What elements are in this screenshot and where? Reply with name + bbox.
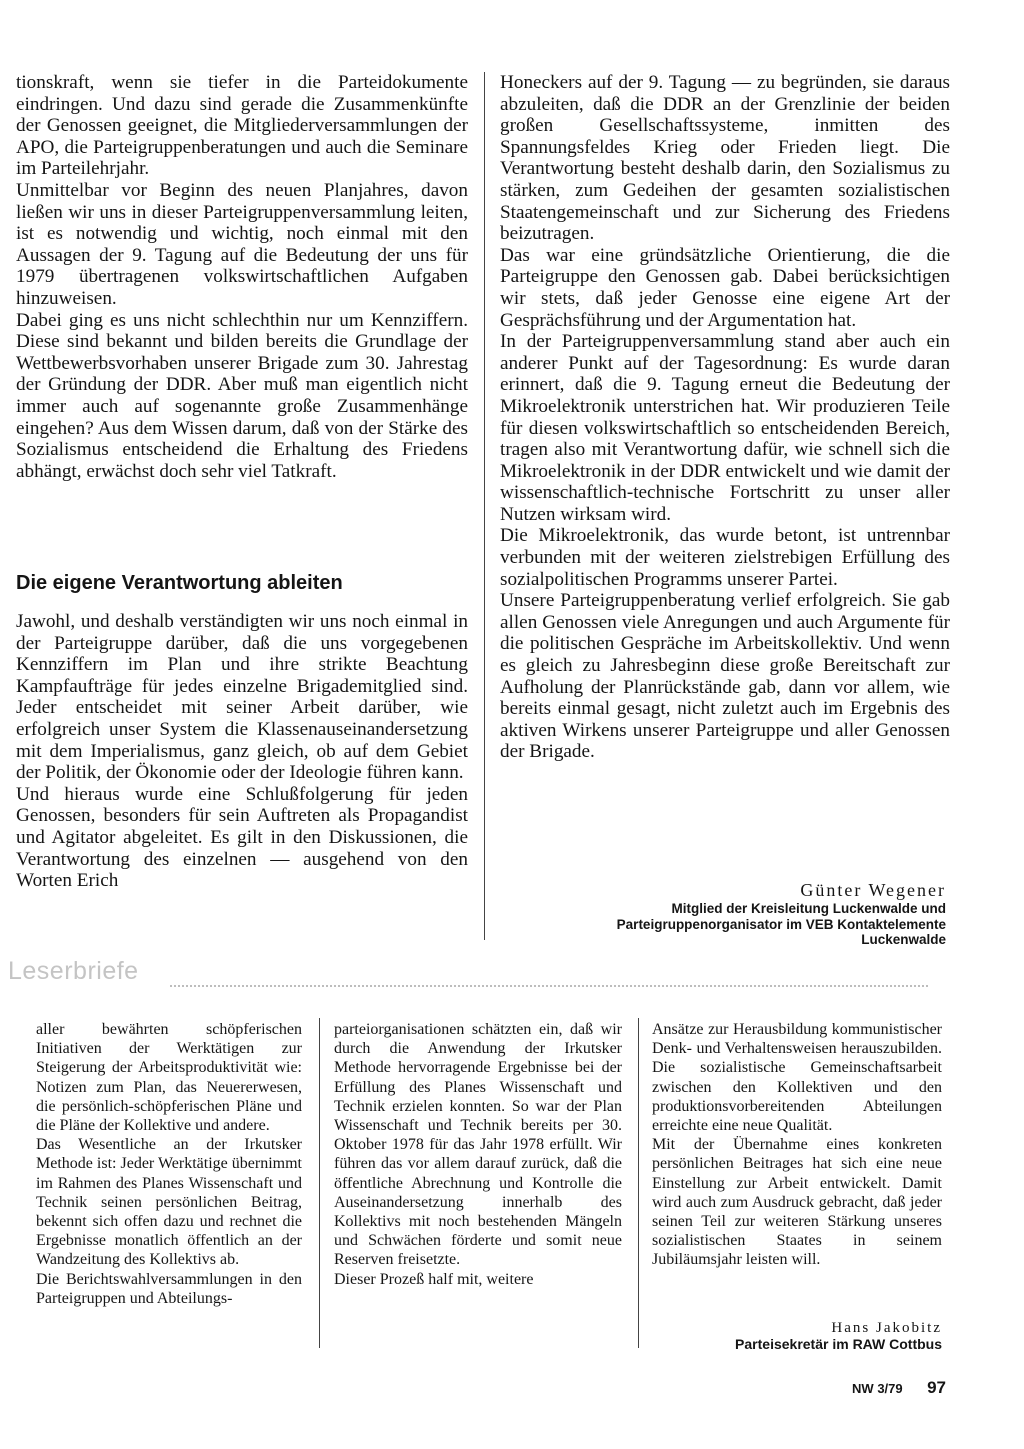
author-name: Hans Jakobitz	[831, 1320, 942, 1336]
letter-paragraph: parteiorganisationen schätzten ein, daß wir durch die Anwendung der Irkutsker Methode hervorragende Ergebnisse bei der Erfüllung des Planes Wissenschaft und Technik erzielen konnten. So war der Plan Wissenschaft und Technik bereits per 30. Oktober 1978 für das Jahr 1978 erfüllt. Wir führen das vor allem darauf zurück, daß die öffentliche Abrechnung und Kontrolle die Auseinandersetzung innerhalb des Kollektivs mit noch bestehenden Mängeln und Schwächen förderte und somit neue Reserven freisetzte.	[334, 1021, 622, 1269]
section-label: Leserbriefe	[8, 957, 139, 985]
letter-column-2	[334, 1020, 622, 1289]
article-paragraph: tionskraft, wenn sie tiefer in die Parteidokumente eindringen. Und dazu sind gerade die Zusammenkünfte der Genossen geeignet, die Mitgliederversammlungen der APO, die Parteigruppenberatungen und auch die Seminare im Parteilehrjahr.	[16, 72, 468, 180]
section-divider-line	[170, 985, 928, 987]
article-signature	[486, 880, 946, 948]
letter-column-3	[652, 1020, 942, 1270]
letter-paragraph: Ansätze zur Herausbildung kommunistischer Denk- und Verhaltensweisen herauszubilden. Die sozialistische Gemeinschaftsarbeit zwischen den Kollektiven und den produktionsvorbereitenden Abteilungen erreichte eine neue Qualität.	[652, 1021, 942, 1135]
page-number: 97	[927, 1378, 946, 1397]
article-paragraph: In der Parteigruppenversammlung stand aber auch ein anderer Punkt auf der Tagesordnung: Es wurde daran erinnert, daß die 9. Tagung erneut die Bedeutung der Mikroelektronik unterstrichen hat. Wir produzieren Teile für diesen volkswirtschaftlich so entscheidenden Bereich, tragen also mit Verantwortung dafür, wie schnell sich die Mikroelektronik in der DDR entwickelt und wie damit der wissenschaftlich-technische Fortschritt zu unser aller Nutzen wirksam wird.	[500, 331, 950, 525]
column-divider	[638, 1018, 639, 1348]
letter-paragraph: Das Wesentliche an der Irkutsker Methode ist: Jeder Werktätige übernimmt im Rahmen des Planes Wissenschaft und Technik seinen persönlichen Beitrag, bekennt sich offen dazu und rechnet die Ergebnisse monatlich öffentlich an der Wandzeitung des Kollektivs ab.	[36, 1136, 302, 1269]
article-column-left	[16, 72, 468, 482]
article-paragraph: Unmittelbar vor Beginn des neuen Planjahres, davon ließen wir uns in dieser Parteigruppenversammlung leiten, ist es notwendig und wichtig, noch einmal mit den Aussagen der 9. Tagung auf die Bedeutung der uns für 1979 übertragenen volkswirtschaftlichen Aufgaben hinzuweisen.	[16, 179, 468, 309]
letter-paragraph: Mit der Übernahme eines konkreten persönlichen Beitrages hat sich eine neue Einstellung zur Arbeit entwickelt. Damit wird auch zum Ausdruck gebracht, daß jeder seinen Teil zur weiteren Stärkung unseres sozialistischen Staates in seinem Jubiläumsjahr leisten will.	[652, 1136, 942, 1269]
article-paragraph: Die Mikroelektronik, das wurde betont, ist untrennbar verbunden mit der weiteren zielstrebigen Erfüllung des sozialpolitischen Programms unserer Partei.	[500, 525, 950, 590]
issue-label: NW 3/79	[852, 1381, 903, 1396]
letter-paragraph: Dieser Prozeß half mit, weitere	[334, 1270, 534, 1288]
letter-signature	[642, 1320, 942, 1353]
article-paragraph: Jawohl, und deshalb verständigten wir uns noch einmal in der Parteigruppe darüber, daß die uns vorgegebenen Kennziffern im Plan und ihre strikte Beachtung Kampfaufträge für jedes einzelne Brigademitglied sind. Jeder entscheidet mit seiner Arbeit darüber, wie erfolgreich unser System die Klassenauseinandersetzung mit dem Imperialismus, ganz gleich, ob auf dem Gebiet der Politik, der Ökonomie oder der Ideologie führen kann.	[16, 611, 468, 784]
letter-paragraph: aller bewährten schöpferischen Initiativen der Werktätigen zur Steigerung der Arbeitsproduktivität wie: Notizen zum Plan, das Neuererwesen, die persönlich-schöpferischen Pläne und die Pläne der Kollektive und andere.	[36, 1021, 302, 1135]
article-paragraph: Und hieraus wurde eine Schlußfolgerung für jeden Genossen, besonders für sein Auftreten als Propagandist und Agitator abgeleitet. Es gilt in den Diskussionen, die Verantwortung des einzelnen — ausgehend von den Worten Erich	[16, 783, 468, 892]
author-role-line: Parteigruppenorganisator im VEB Kontaktelemente	[616, 916, 946, 932]
author-name: Günter Wegener	[800, 880, 946, 900]
article-column-right	[500, 72, 950, 763]
section-banner	[8, 957, 928, 997]
article-paragraph: Honeckers auf der 9. Tagung — zu begründen, sie daraus abzuleiten, daß die DDR an der Grenzlinie der beiden großen Gesellschaftssysteme, inmitten des Spannungsfeldes Krieg oder Frieden liegt. Die Verantwortung besteht deshalb darin, den Sozialismus zu stärken, zum Gedeihen der gesamten sozialistischen Staatengemeinschaft und zur Sicherung des Friedens beizutragen.	[500, 72, 950, 245]
article-paragraph: Das war eine gründsätzliche Orientierung, die die Parteigruppe den Genossen gab. Dabei berücksichtigen wir stets, daß jeder Genosse eine eigene Art der Gesprächsführung und der Argumentation hat.	[500, 244, 950, 331]
letter-column-1	[36, 1020, 302, 1308]
letter-paragraph: Die Berichtswahlversammlungen in den Parteigruppen und Abteilungs-	[36, 1270, 302, 1307]
article-paragraph: Unsere Parteigruppenberatung verlief erfolgreich. Sie gab allen Genossen viele Anregungen und auch Argumente für die politischen Gespräche im Arbeitskollektiv. Und wenn es gleich zu Jahresbeginn diese große Bereitschaft zur Aufholung der Planrückstände gab, dann vor allem, wie bereits einmal gesagt, nicht zuletzt auch im Ergebnis des aktiven Wirkens unserer Parteigruppe und aller Genossen der Brigade.	[500, 590, 950, 763]
article-subheading: Die eigene Verantwortung ableiten	[16, 572, 343, 594]
column-divider	[319, 1018, 320, 1348]
column-divider	[484, 72, 485, 940]
author-role-line: Mitglied der Kreisleitung Luckenwalde und	[671, 901, 946, 916]
article-paragraph: Dabei ging es uns nicht schlechthin nur um Kennziffern. Diese sind bekannt und bilden bereits die Grundlage der Wettbewerbsvorhaben unserer Brigade zum 30. Jahrestag der Gründung der DDR. Aber muß man eigentlich nicht immer auch auf sogenannte große Zusammenhänge eingehen? Aus dem Wissen darum, daß von der Stärke des Sozialismus entscheidend die Erhaltung des Friedens abhängt, erwächst doch sehr viel Tatkraft.	[16, 309, 468, 482]
author-role-line: Parteisekretär im RAW Cottbus	[735, 1336, 942, 1352]
article-column-left-continued	[16, 611, 468, 892]
author-role-line: Luckenwalde	[861, 932, 946, 947]
page-footer	[852, 1378, 946, 1398]
